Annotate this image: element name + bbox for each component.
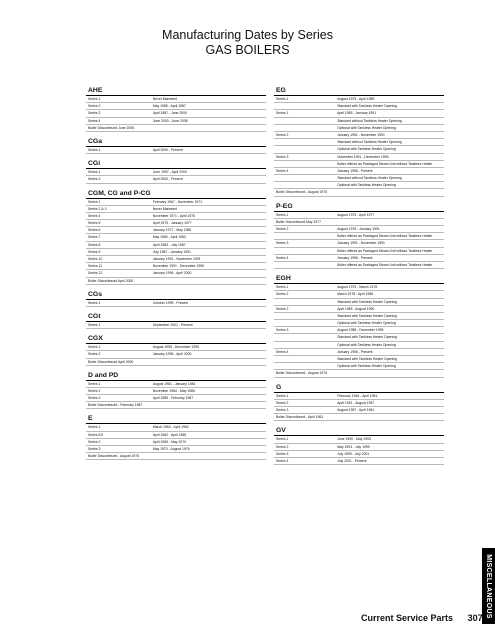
table-row (86, 344, 266, 351)
series-cell: Series 2 (88, 104, 101, 109)
dates-cell: May 1985 - April 1987 (152, 104, 186, 109)
right-column (274, 86, 444, 470)
table-row (274, 334, 444, 341)
series-cell: Series 4 (88, 213, 101, 218)
series-cell: Series 1 (88, 199, 101, 204)
series-cell (274, 342, 337, 348)
dates-cell: August 1995 - December 1995 (152, 345, 199, 350)
table-row (86, 300, 266, 307)
series-cell: Series 12 (88, 271, 103, 276)
series-cell: Series 5 (88, 221, 101, 226)
series-cell: Boiler Discontinued June 2005 (88, 125, 134, 130)
dates-cell: Standard with Tankless Heater Opening (337, 313, 397, 318)
dates-cell: April 1962 - April 1965 (152, 432, 187, 437)
dates-cell: January 1996 - April 2000 (152, 271, 192, 276)
dates-cell: Boiler offered as Packaged Steam Unit without Tankless Heater (337, 262, 433, 267)
series-cell (274, 233, 337, 239)
series-cell: Series 1 (276, 437, 289, 442)
series-cell: Series 11 (88, 264, 103, 269)
dates-cell: May 1980 - April 1983 (152, 235, 186, 240)
series-cell: Boiler Discontinued - February 1987 (88, 403, 143, 408)
dates-cell: September 2001 - Present (152, 322, 193, 327)
dates-cell: August 1981 - January 1984 (152, 381, 196, 386)
table-row (274, 407, 444, 414)
dates-cell: June 1997 - April 2000 (152, 170, 187, 175)
series-cell: Series 2 (88, 388, 101, 393)
series-cell: Series 1 (276, 285, 289, 290)
table-row (274, 96, 444, 103)
table-row (274, 299, 444, 306)
series-cell (274, 161, 337, 167)
series-cell: Series 1 (276, 212, 289, 217)
series-cell: Series 4 (276, 349, 289, 354)
table-row (274, 458, 444, 465)
dates-cell: November 1984 - May 1985 (152, 388, 195, 393)
table-row (274, 262, 444, 269)
table-row (86, 103, 266, 110)
dates-cell: January 1977 - May 1980 (152, 228, 192, 233)
dates-cell: January 1996 - Present (337, 255, 373, 260)
table-row (274, 320, 444, 327)
table-row (274, 370, 444, 377)
series-cell: Boiler Discontinued - August 1975 (276, 190, 328, 195)
dates-cell: July 1999 - July 2001 (337, 451, 370, 456)
series-cell: Boiler Discontinued - April 1961 (276, 415, 324, 420)
series-cell (274, 175, 337, 181)
table-row (274, 219, 444, 226)
page-footer (361, 613, 483, 623)
table-row (274, 451, 444, 458)
table-row (274, 414, 444, 421)
table-row (274, 255, 444, 262)
dates-cell: April 1965 - May 1970 (152, 439, 186, 444)
dates-cell: January 1996 - Present (337, 168, 373, 173)
boiler-section (86, 137, 266, 154)
section-tab-label: MISCELLANEOUS (485, 553, 493, 619)
table-row (274, 146, 444, 153)
series-cell: Series 3 (88, 111, 101, 116)
boiler-section (86, 312, 266, 329)
section-header: G (274, 383, 444, 393)
table-row (274, 118, 444, 125)
dates-cell: Standard without Tankless Heater Opening (337, 118, 402, 123)
boiler-section (86, 414, 266, 460)
section-header: CGa (86, 137, 266, 147)
section-tab (482, 548, 495, 624)
dates-cell: April 2000 - Present (152, 147, 183, 152)
boiler-section (274, 426, 444, 465)
section-header: CGs (86, 290, 266, 300)
dates-cell: January 1991 - November 1991 (337, 241, 385, 246)
boiler-section (86, 189, 266, 285)
series-cell: Boiler Discontinued April 2000 (88, 278, 134, 283)
section-header: E (86, 414, 266, 424)
dates-cell: Optional with Tankless Heater Opening (337, 147, 396, 152)
series-cell: Series 2 (88, 439, 101, 444)
table-row (274, 189, 444, 196)
dates-cell: January 1991 - November 1991 (337, 132, 385, 137)
section-header: CGX (86, 334, 266, 344)
series-cell: Series 4 (276, 458, 289, 463)
series-cell: Series 1 (276, 97, 289, 101)
table-row (274, 139, 444, 146)
boiler-section (86, 334, 266, 366)
page-number: 307 (467, 613, 483, 623)
series-cell: Series 1 (276, 393, 289, 398)
title-line-1: Manufacturing Dates by Series (162, 28, 333, 42)
dates-cell: Standard with Tankless Heater Opening (337, 357, 397, 361)
dates-cell: November 1971 - April 1975 (152, 213, 196, 218)
series-cell: Series 2 & 3 (88, 206, 107, 211)
table-row (274, 444, 444, 451)
series-cell: Series 10 (88, 257, 103, 261)
series-cell (274, 125, 337, 131)
dates-cell: October 1999 - Present (152, 300, 189, 305)
section-header: AHE (86, 86, 266, 96)
dates-cell: August 1975 - March 1978 (337, 285, 378, 290)
series-cell: Series 3 (276, 154, 289, 159)
boiler-section (274, 274, 444, 377)
table-row (86, 388, 266, 395)
series-cell: Series 3 (276, 241, 289, 246)
table-row (86, 270, 266, 277)
dates-cell: November 1991 - December 1995 (152, 264, 205, 269)
series-cell (274, 313, 337, 319)
table-row (86, 199, 266, 206)
table-row (274, 400, 444, 407)
series-cell: Series 7 (88, 235, 101, 240)
dates-cell: May 1993 - July 1999 (337, 444, 370, 449)
dates-cell: April 1985 - February 1987 (152, 396, 194, 401)
table-row (86, 125, 266, 132)
table-row (86, 439, 266, 446)
dates-cell: April 1975 - January 1977 (152, 221, 192, 226)
table-row (274, 356, 444, 363)
dates-cell: Standard with Tankless Heater Opening (337, 104, 397, 109)
table-row (86, 176, 266, 183)
series-cell: Series 1 (88, 322, 101, 327)
boiler-section (86, 290, 266, 307)
series-cell: Series 1 (88, 300, 101, 305)
section-header: GV (274, 426, 444, 436)
table-row (86, 147, 266, 154)
table-row (86, 453, 266, 460)
table-row (274, 393, 444, 400)
series-cell: Boiler Discontinued April 2000 (88, 359, 134, 364)
table-row (274, 313, 444, 320)
series-cell: Series 2 (276, 292, 289, 297)
table-row (86, 359, 266, 366)
section-header: P-EG (274, 202, 444, 212)
table-row (86, 446, 266, 453)
series-cell: Series 1 (88, 381, 101, 386)
table-row (86, 278, 266, 285)
dates-cell: Optional with Tankless Heater Opening (337, 364, 396, 369)
dates-cell: January 1996 - April 2000 (152, 352, 192, 357)
boiler-section (86, 371, 266, 410)
dates-cell: April 1985 - January 1991 (337, 111, 377, 116)
section-header: D and PD (86, 371, 266, 381)
series-cell: Series 1 (88, 97, 101, 101)
table-row (274, 161, 444, 168)
table-row (274, 103, 444, 110)
series-cell (274, 139, 337, 145)
series-cell: Series 2 (276, 400, 289, 405)
dates-cell: Standard without Tankless Heater Opening (337, 176, 402, 181)
series-cell: Series 2 (276, 227, 289, 231)
dates-cell: January 1991 - November 1991 (152, 257, 201, 261)
table-row (274, 212, 444, 219)
table-row (86, 242, 266, 249)
series-cell: Series 1 (276, 111, 289, 116)
dates-cell: April 1951 - August 1957 (337, 400, 375, 405)
table-row (274, 248, 444, 255)
dates-cell: Optional with Tankless Heater Opening (337, 125, 396, 130)
table-row (86, 220, 266, 227)
boiler-section (86, 159, 266, 183)
dates-cell: Standard without Tankless Heater Opening (337, 140, 402, 145)
series-cell: Series 6 (88, 228, 101, 233)
dates-cell: November 1991 - December 1995 (337, 154, 389, 159)
series-cell: Boiler Discontinued May 1977 (276, 219, 322, 224)
section-header: EGH (274, 274, 444, 284)
dates-cell: Optional with Tankless Heater Opening (337, 183, 396, 188)
series-cell: Series 4 (276, 168, 289, 173)
table-row (86, 395, 266, 402)
table-row (274, 168, 444, 175)
series-cell: Series 2 (88, 177, 101, 182)
dates-cell: Boiler offered as Packaged Steam Unit without Tankless Heater (337, 248, 433, 253)
series-cell: Series 2 (276, 444, 289, 449)
series-cell (274, 103, 337, 109)
table-row (86, 424, 266, 431)
dates-cell: Standard with Tankless Heater Opening (337, 299, 397, 304)
table-row (274, 291, 444, 298)
series-cell: Series 3 (276, 328, 289, 333)
series-cell: Series 3 (88, 396, 101, 401)
dates-cell: Boiler offered as Packaged Steam Unit without Tankless Heater (337, 161, 433, 166)
dates-cell: June 2000 - June 2005 (152, 118, 188, 123)
series-cell (274, 248, 337, 254)
table-row (274, 132, 444, 139)
dates-cell: July 2001 - Present (337, 458, 367, 463)
table-row (86, 381, 266, 388)
dates-cell: August 1985 - December 1995 (337, 328, 384, 333)
series-cell (274, 334, 337, 340)
table-row (274, 233, 444, 240)
table-row (274, 110, 444, 117)
dates-cell: April 2000 - Present (152, 177, 183, 182)
series-cell (274, 262, 337, 268)
table-row (274, 125, 444, 132)
table-row (86, 227, 266, 234)
table-row (86, 256, 266, 263)
table-row (274, 240, 444, 247)
dates-cell: June 1990 - May 1993 (337, 437, 371, 442)
dates-cell: Optional with Tankless Heater Opening (337, 342, 396, 347)
dates-cell: January 1996 - Present (337, 349, 373, 354)
boiler-section (86, 86, 266, 132)
section-header: CGi (86, 159, 266, 169)
dates-cell: Boiler offered as Packaged Steam Unit without Tankless Heater (337, 234, 433, 239)
table-row (274, 327, 444, 334)
section-header: CGt (86, 312, 266, 322)
dates-cell: Optional with Tankless Heater Opening (337, 321, 396, 326)
dates-cell: Standard with Tankless Heater Opening (337, 335, 397, 340)
table-row (274, 175, 444, 182)
table-row (86, 213, 266, 220)
series-cell (274, 118, 337, 124)
left-column (86, 86, 266, 465)
series-cell: Series 3 (276, 407, 289, 412)
dates-cell: July 1987 - January 1991 (152, 249, 191, 254)
table-row (86, 263, 266, 270)
table-row (274, 349, 444, 356)
series-cell: Series 3 (276, 451, 289, 456)
series-cell: Series 3 (88, 447, 101, 451)
series-cell (274, 363, 337, 369)
table-row (86, 234, 266, 241)
series-cell: Series E5 (88, 432, 103, 437)
table-row (274, 182, 444, 189)
table-row (274, 363, 444, 370)
table-row (274, 284, 444, 291)
series-cell: Series 1 (88, 345, 101, 350)
dates-cell: August 1975 - April 1977 (337, 212, 375, 217)
series-cell: Series 2 (276, 132, 289, 137)
dates-cell: April 1983 - July 1987 (152, 242, 186, 247)
dates-cell: Never Marketed (152, 97, 177, 101)
dates-cell: February 1946 - April 1951 (337, 393, 378, 398)
table-row (86, 351, 266, 358)
series-cell: Series 1 (88, 147, 101, 152)
table-row (86, 432, 266, 439)
boiler-section (274, 383, 444, 422)
series-cell: Series 1 (88, 425, 101, 430)
dates-cell: April 1987 - June 2000 (152, 111, 187, 116)
series-cell: Series 2 (276, 306, 289, 311)
section-header: EG (274, 86, 444, 96)
series-cell: Series 8 (88, 242, 101, 247)
table-row (86, 118, 266, 125)
series-cell (274, 182, 337, 188)
table-row (86, 402, 266, 409)
table-row (86, 96, 266, 103)
table-row (274, 436, 444, 443)
dates-cell: April 1985 - August 1990 (337, 306, 375, 311)
dates-cell: August 1957 - April 1961 (337, 407, 375, 412)
table-row (274, 342, 444, 349)
table-row (86, 206, 266, 213)
series-cell: Series 1 (88, 170, 101, 175)
table-row (274, 154, 444, 161)
boiler-section (274, 202, 444, 270)
series-cell (274, 299, 337, 305)
series-cell (274, 146, 337, 152)
page-title (0, 28, 495, 58)
section-header: CGM, CG and P-CG (86, 189, 266, 199)
footer-label: Current Service Parts (361, 613, 454, 623)
table-row (274, 226, 444, 233)
series-cell (274, 356, 337, 362)
series-cell: Series 4 (276, 255, 289, 260)
dates-cell: March 1960 - April 1962 (152, 425, 189, 430)
series-cell: Boiler Discontinued - August 1975 (276, 371, 328, 376)
boiler-section (274, 86, 444, 197)
dates-cell: Never Marketed (152, 206, 177, 211)
series-cell: Series 9 (88, 249, 101, 254)
series-cell: Series 4 (88, 118, 101, 123)
dates-cell: February 1967 - November 1971 (152, 199, 202, 204)
dates-cell: August 1978 - January 1991 (337, 227, 380, 231)
table-row (86, 110, 266, 117)
dates-cell: March 1978 - April 1985 (337, 292, 374, 297)
series-cell (274, 320, 337, 326)
dates-cell: May 1970 - August 1975 (152, 447, 190, 451)
series-cell: Boiler Discontinued - August 1975 (88, 454, 140, 459)
series-cell: Series 2 (88, 352, 101, 357)
table-row (86, 322, 266, 329)
dates-cell: August 1975 - April 1985 (337, 97, 375, 101)
table-row (86, 249, 266, 256)
title-line-2: GAS BOILERS (205, 43, 290, 57)
table-row (274, 306, 444, 313)
table-row (86, 169, 266, 176)
